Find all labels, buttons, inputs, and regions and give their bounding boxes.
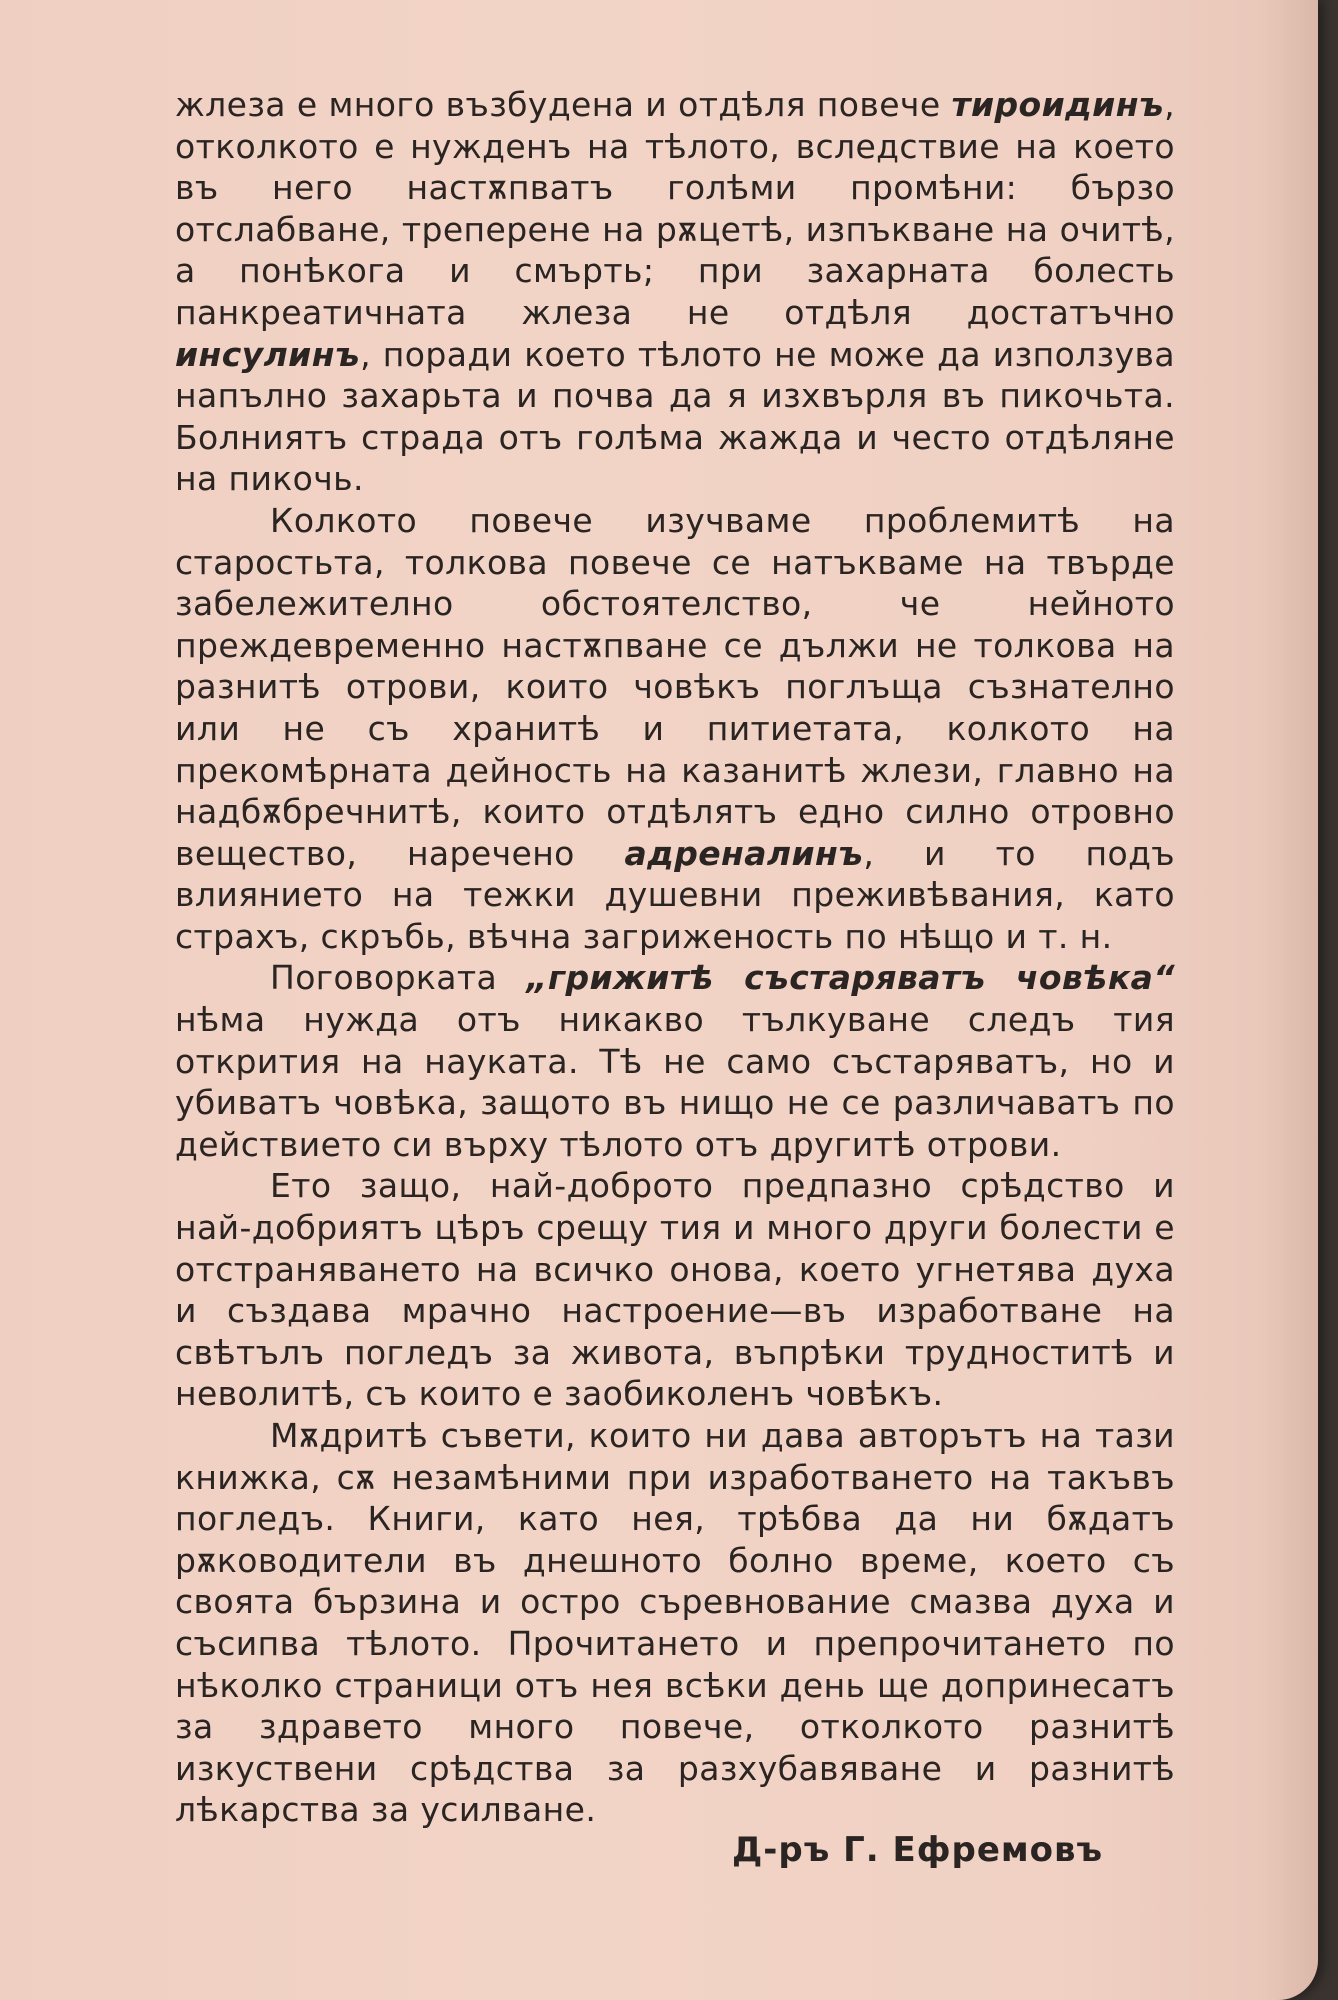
paragraph-3: Поговорката „грижитѣ състаряватъ човѣка“ нѣма нужда отъ никакво тълкуване следъ тия открития на науката. Тѣ не само състаряватъ, но и убиватъ човѣка, защото въ нищо не се различаватъ по действието си върху тѣлото отъ другитѣ отрови. (175, 958, 1175, 1164)
paragraph-5: Мѫдритѣ съвети, които ни дава авторътъ на тази книжка, сѫ незамѣними при изработването на такъвъ погледъ. Книги, като нея, трѣбва да ни бѫдатъ рѫководители въ днешното болно време, което съ своята бързина и остро съревнование смазва духа и съсипва тѣлото. Прочитането и препрочитането по нѣколко страници отъ нея всѣки день ще допринесатъ за здравето много повече, отколкото разнитѣ изкуствени срѣдства за разхубавяване и разнитѣ лѣкарства за усилване. (175, 1416, 1175, 1830)
paragraph-4: Ето защо, най-доброто предпазно срѣдство и най-добриятъ цѣръ срещу тия и много други болести е отстраняването на всичко онова, което угнетява духа и създава мрачно настроение—въ изработване на свѣтълъ погледъ за живота, въпрѣки трудноститѣ и неволитѣ, съ които е заобиколенъ човѣкъ. (175, 1166, 1175, 1414)
term-thyroidin: тироидинъ (951, 85, 1165, 124)
term-adrenalin: адреналинъ (624, 833, 864, 873)
author-signature: Д-ръ Г. Ефремовъ (732, 1830, 1104, 1870)
term-insulin: инсулинъ (175, 334, 361, 374)
paragraph-1: жлеза е много възбудена и отдѣля повече тироидинъ, отколкото е нужденъ на тѣлото, вследствие на което въ него настѫпватъ голѣми промѣни: бързо отслабване, треперене на рѫцетѣ, изпъкване на очитѣ, а понѣкога и смърть; при захарната болесть панкреатичната жлеза не отдѣля достатъчно инсулинъ, поради което тѣлото не може да използува напълно захарьта и почва да я изхвърля въ пикочьта. Болниятъ страда отъ голѣма жажда и често отдѣляне на пикочь. (175, 85, 1175, 499)
proverb-quote: „грижитѣ състаряватъ човѣка“ (526, 958, 1175, 998)
paragraph-2: Колкото повече изучваме проблемитѣ на старостьта, толкова повече се натъкваме на твърде забележително обстоятелство, че нейното преждевременно настѫпване се дължи не толкова на разнитѣ отрови, които човѣкъ поглъща съзнателно или не съ хранитѣ и питиетата, колкото на прекомѣрната дейность на казанитѣ жлези, главно на надбѫбречнитѣ, които отдѣлятъ едно силно отровно вещество, наречено адреналинъ, и то подъ влиянието на тежки душевни преживѣвания, като страхъ, скръбь, вѣчна загриженость по нѣщо и т. н. (175, 500, 1176, 956)
body-text (175, 84, 1175, 1831)
